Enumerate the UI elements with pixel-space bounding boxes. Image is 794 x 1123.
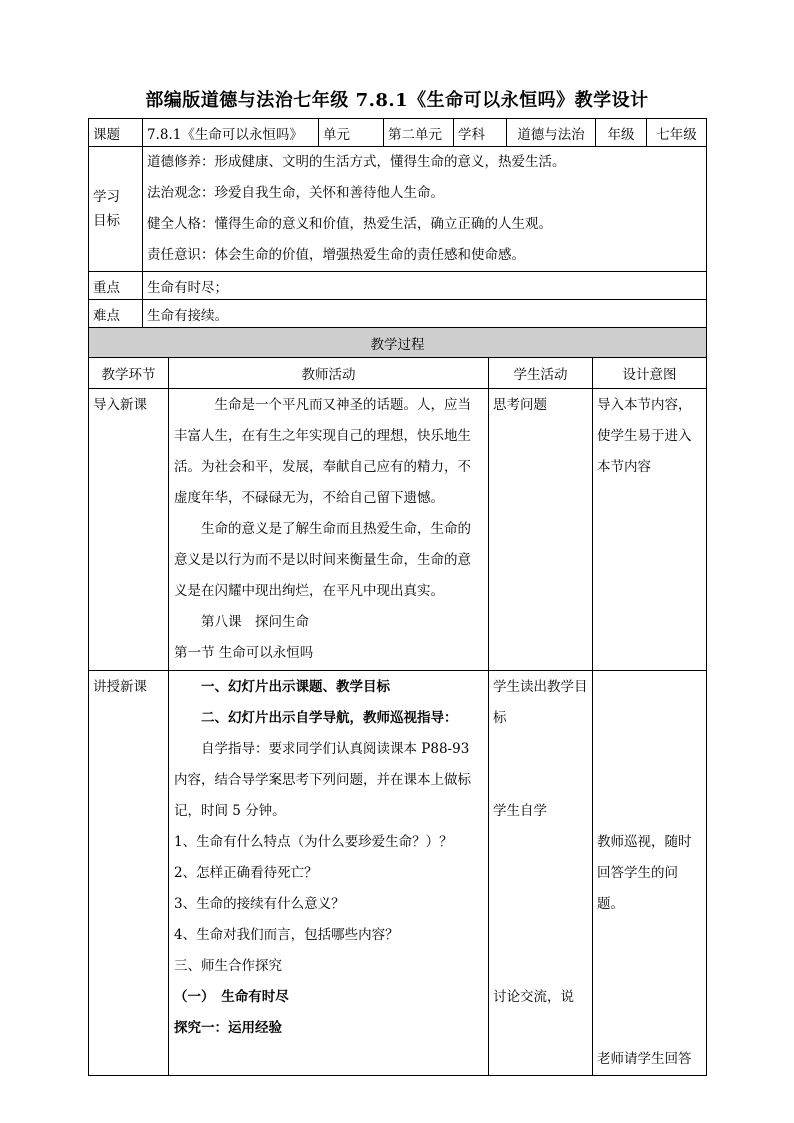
intro-teacher-activity: 生命是一个平凡而又神圣的话题。人，应当丰富人生，在有生之年实现自己的理想，快乐地生活。为社会和平，发展，奉献自己应有的精力，不虚度年华，不碌碌无为，不给自己留下遗憾。 生命的意义是了解生命而且热爱生命，生命的意义是以行为而不是以时间来衡量生命，生命的意义是在闪耀中现出绚烂，在平凡中现出真实。 第八课 探问生命 第一节 生命可以永恒吗 [169, 389, 489, 671]
document-title: 部编版道德与法治七年级 7.8.1《生命可以永恒吗》教学设计 [145, 90, 649, 111]
goal-item: 健全人格：懂得生命的意义和价值，热爱生活，确立正确的人生观。 [147, 216, 552, 232]
subject-value: 道德与法治 [507, 119, 596, 147]
lecture-student-activity: 学生读出教学目标 学生自学 讨论交流，说 [489, 671, 593, 1076]
course-label: 课题 [89, 119, 143, 147]
lesson-info-table [88, 118, 707, 328]
goal-item: 道德修养：形成健康、文明的生活方式，懂得生命的意义，热爱生活。 [147, 154, 566, 170]
intro-student-activity: 思考问题 [489, 389, 593, 671]
difficulty-value: 生命有接续。 [143, 300, 707, 328]
key-point-label: 重点 [89, 272, 143, 300]
process-header: 教学过程 [89, 328, 707, 358]
goal-item: 责任意识：体会生命的价值，增强热爱生命的责任感和使命感。 [147, 247, 525, 263]
key-point-value: 生命有时尽； [143, 272, 707, 300]
difficulty-label: 难点 [89, 300, 143, 328]
column-header-student: 学生活动 [489, 358, 593, 389]
unit-label: 单元 [319, 119, 384, 147]
teaching-process-table [88, 327, 707, 1076]
column-header-design: 设计意图 [593, 358, 707, 389]
grade-value: 七年级 [647, 119, 707, 147]
column-header-stage: 教学环节 [89, 358, 169, 389]
goals-content [143, 147, 707, 272]
intro-stage: 导入新课 [89, 389, 169, 671]
lecture-teacher-activity: 一、幻灯片出示课题、教学目标 二、幻灯片出示自学导航，教师巡视指导： 自学指导：要求同学们认真阅读课本 P88-93内容，结合导学案思考下列问题，并在课本上做标记，时间 5 分钟。 1、生命有什么特点（为什么要珍爱生命？）？ 2、怎样正确看待死亡？ 3、生命的接续有什么意义？ 4、生命对我们而言，包括哪些内容？ 三、师生合作探究 （一） 生命有时尽 探究一：运用经验 [169, 671, 489, 1076]
lecture-stage: 讲授新课 [89, 671, 169, 1076]
goal-item: 法治观念：珍爱自我生命，关怀和善待他人生命。 [147, 185, 444, 201]
course-value: 7.8.1《生命可以永恒吗》 [143, 119, 319, 147]
unit-value: 第二单元 [384, 119, 454, 147]
grade-label: 年级 [596, 119, 647, 147]
column-header-teacher: 教师活动 [169, 358, 489, 389]
subject-label: 学科 [454, 119, 507, 147]
goals-label: 学习目标 [89, 147, 143, 272]
intro-design-intent: 导入本节内容，使学生易于进入本节内容 [593, 389, 707, 671]
lecture-design-intent: 教师巡视，随时回答学生的问题。 老师请学生回答 [593, 671, 707, 1076]
